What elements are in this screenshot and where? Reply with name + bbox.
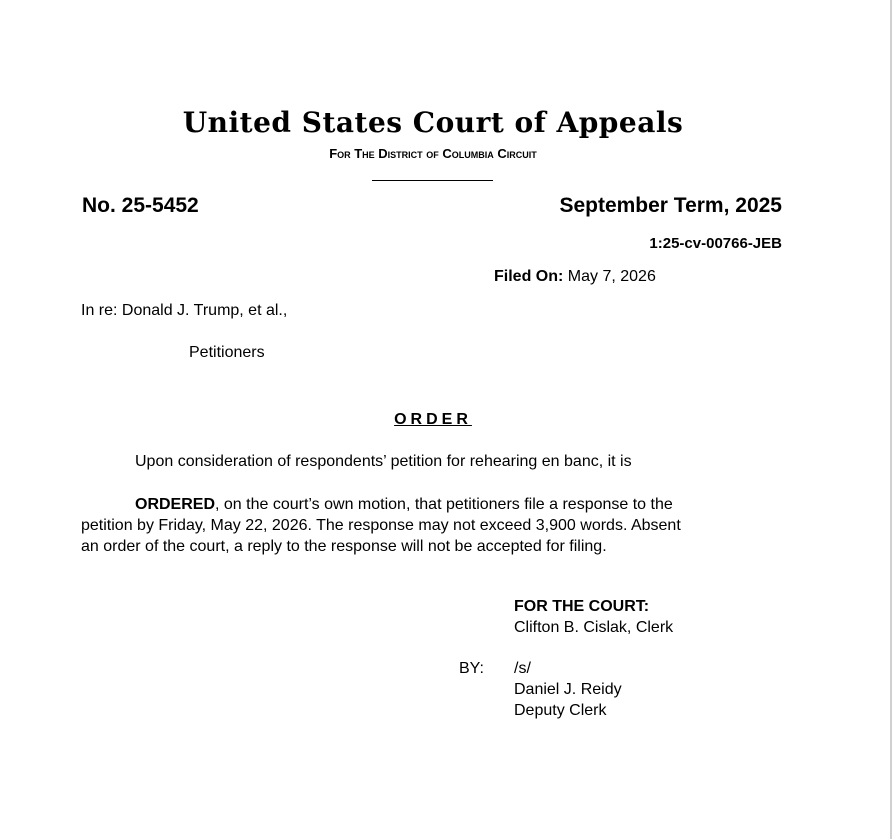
deputy-clerk-name: Daniel J. Reidy <box>514 681 622 698</box>
order-paragraph-1: Upon consideration of respondents’ petition for rehearing en banc, it is <box>135 453 632 470</box>
docket-number: No. 25-5452 <box>82 194 199 217</box>
by-label: BY: <box>459 660 484 677</box>
header-divider <box>372 180 493 181</box>
filed-label: Filed On: <box>494 268 564 285</box>
filed-date: May 7, 2026 <box>567 268 656 285</box>
district-case-number: 1:25-cv-00766-JEB <box>649 235 782 252</box>
order-paragraph-2 <box>81 494 791 557</box>
clerk-name: Clifton B. Cislak, Clerk <box>514 619 674 636</box>
court-subtitle: For The District of Columbia Circuit <box>329 146 537 161</box>
deputy-clerk-title: Deputy Clerk <box>514 702 607 719</box>
signature-mark: /s/ <box>514 660 531 677</box>
filed-on <box>494 268 656 286</box>
paragraph-2-line-2: petition by Friday, May 22, 2026. The response may not exceed 3,900 words. Absent <box>81 517 681 534</box>
case-caption-in-re: In re: Donald J. Trump, et al., <box>81 302 288 319</box>
paragraph-2-line-3: an order of the court, a reply to the response will not be accepted for filing. <box>81 538 607 555</box>
court-name-heading: United States Court of Appeals <box>182 106 684 139</box>
order-title: ORDER <box>394 411 472 428</box>
for-the-court-label: FOR THE COURT: <box>514 598 650 615</box>
ordered-keyword: ORDERED <box>135 496 216 513</box>
party-role: Petitioners <box>189 344 265 361</box>
court-term: September Term, 2025 <box>559 194 782 217</box>
paragraph-2-line-1 <box>81 494 791 515</box>
paragraph-2-line-1-text: , on the court’s own motion, that petitioners file a response to the <box>215 496 673 513</box>
